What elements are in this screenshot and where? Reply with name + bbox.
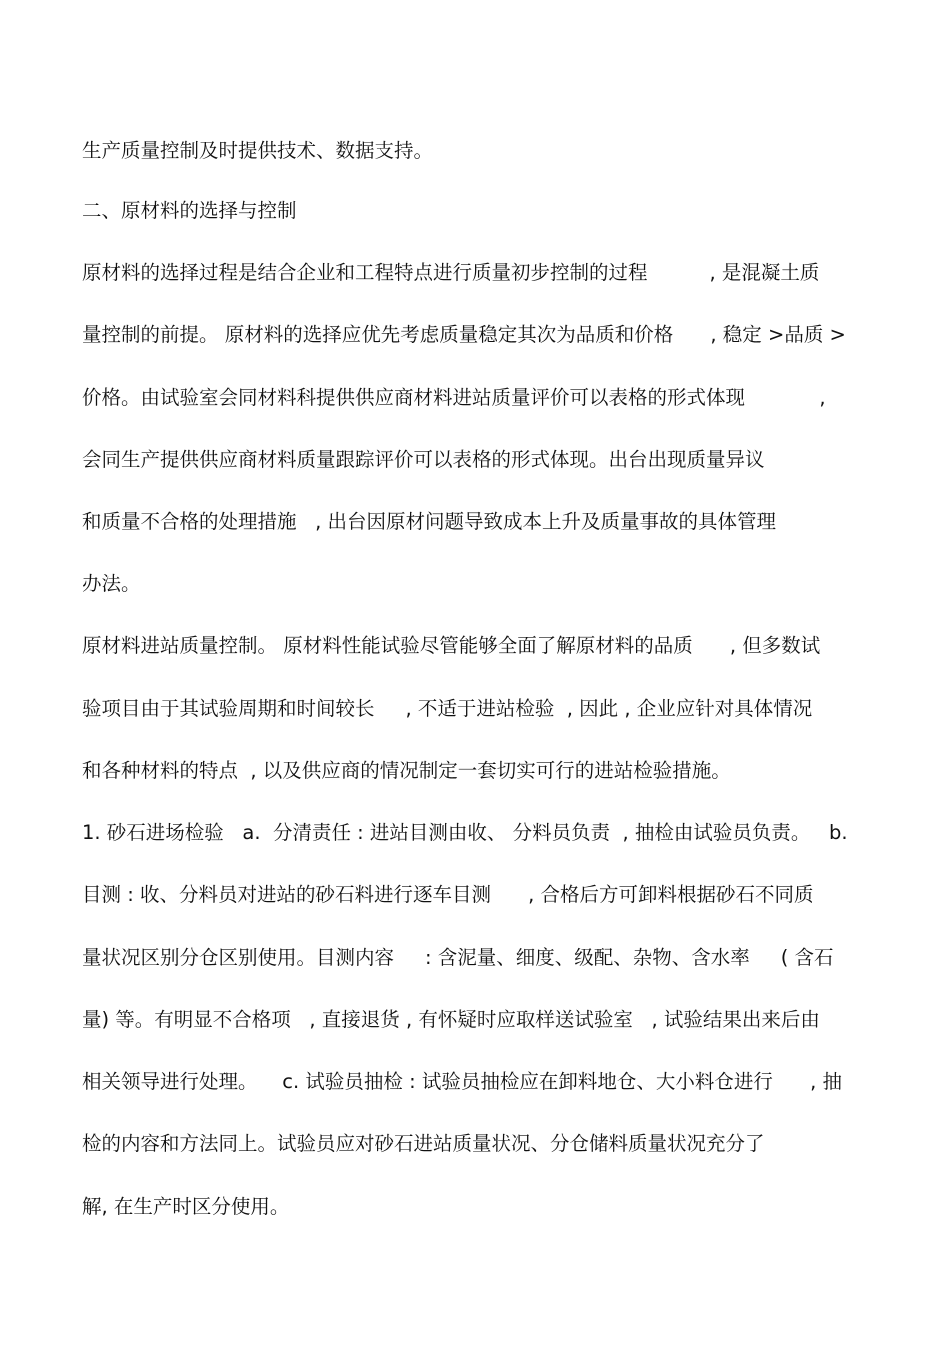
text-line: 量控制的前提。 原材料的选择应优先考虑质量稳定其次为品质和价格 , 稳定 >品质 > xyxy=(82,323,846,346)
text-line: 解, 在生产时区分使用。 xyxy=(82,1195,290,1218)
section-heading: 二、原材料的选择与控制 xyxy=(82,199,297,222)
text-line: 办法。 xyxy=(82,572,141,595)
text-line: 原材料进站质量控制。 原材料性能试验尽管能够全面了解原材料的品质 , 但多数试 xyxy=(82,634,821,657)
text-line: 目测 : 收、分料员对进站的砂石料进行逐车目测 , 合格后方可卸料根据砂石不同质 xyxy=(82,883,814,906)
text-line: 和质量不合格的处理措施 , 出台因原材问题导致成本上升及质量事故的具体管理 xyxy=(82,510,776,533)
text-line: 1. 砂石进场检验 a. 分清责任 : 进站目测由收、 分料员负责 , 抽检由试验员负责。 b. xyxy=(82,821,848,844)
text-line: 会同生产提供供应商材料质量跟踪评价可以表格的形式体现。出台出现质量异议 xyxy=(82,448,765,471)
text-line: 量) 等。有明显不合格项 , 直接退货 , 有怀疑时应取样送试验室 , 试验结果出来后由 xyxy=(82,1008,820,1031)
text-line: 相关领导进行处理。 c. 试验员抽检 : 试验员抽检应在卸料地仓、大小料仓进行 , 抽 xyxy=(82,1070,842,1093)
text-line: 价格。由试验室会同材料科提供供应商材料进站质量评价可以表格的形式体现 , xyxy=(82,386,826,409)
text-line: 检的内容和方法同上。试验员应对砂石进站质量状况、分仓储料质量状况充分了 xyxy=(82,1132,765,1155)
text-line: 生产质量控制及时提供技术、数据支持。 xyxy=(82,139,434,162)
text-line: 和各种材料的特点 , 以及供应商的情况制定一套切实可行的进站检验措施。 xyxy=(82,759,731,782)
text-line: 原材料的选择过程是结合企业和工程特点进行质量初步控制的过程 , 是混凝土质 xyxy=(82,261,820,284)
text-line: 量状况区别分仓区别使用。目测内容 : 含泥量、细度、级配、杂物、含水率 ( 含石 xyxy=(82,946,834,969)
text-line: 验项目由于其试验周期和时间较长 , 不适于进站检验 , 因此 , 企业应针对具体情况 xyxy=(82,697,813,720)
